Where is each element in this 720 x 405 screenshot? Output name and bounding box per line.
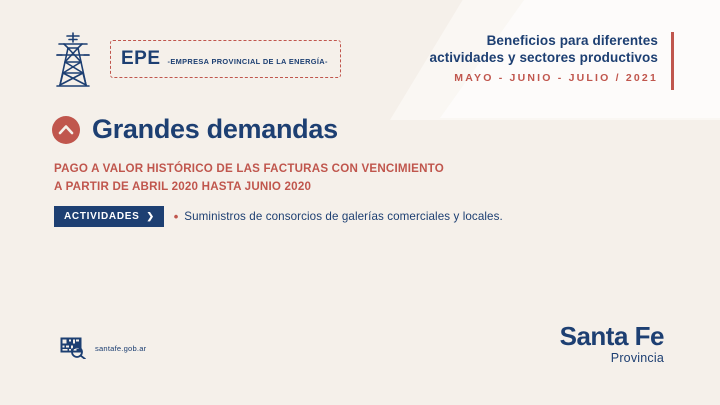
- santa-fe-logo: [560, 322, 664, 365]
- header-line-2: actividades y sectores productivos: [429, 50, 658, 65]
- header-dates: MAYO - JUNIO - JULIO / 2021: [454, 72, 658, 84]
- subtitle-line-1: PAGO A VALOR HISTÓRICO DE LAS FACTURAS CON VENCIMIENTO: [54, 162, 444, 175]
- power-tower-icon: [46, 30, 100, 88]
- activities-tag: [54, 206, 164, 227]
- subtitle: [54, 160, 444, 196]
- activity-item: Suministros de consorcios de galerías comerciales y locales.: [184, 210, 503, 223]
- website-url[interactable]: santafe.gob.ar: [95, 343, 147, 353]
- activities-tag-label: ACTIVIDADES: [64, 211, 140, 222]
- header-campaign: [430, 32, 659, 84]
- header-line-1: Beneficios para diferentes: [486, 33, 658, 48]
- epe-name-frame: [110, 40, 341, 78]
- epe-acronym: EPE: [121, 48, 161, 69]
- epe-fullname: -EMPRESA PROVINCIAL DE LA ENERGÍA-: [167, 57, 328, 66]
- page-title-text: Grandes demandas: [92, 114, 338, 144]
- bullet-marker: •: [173, 209, 179, 224]
- footer-website-block[interactable]: [60, 337, 146, 359]
- subtitle-line-2: A PARTIR DE ABRIL 2020 HASTA JUNIO 2020: [54, 180, 312, 193]
- page-title: [52, 114, 338, 145]
- qr-code-icon[interactable]: [60, 337, 86, 359]
- chevron-right-icon: ❯: [146, 211, 155, 221]
- chevron-up-circle-icon: [52, 116, 80, 144]
- activities-row: [54, 206, 503, 227]
- header-accent-bar: [671, 32, 674, 90]
- org-subtitle: Provincia: [610, 351, 664, 365]
- epe-logo: [46, 28, 341, 90]
- org-name: Santa Fe: [559, 321, 664, 351]
